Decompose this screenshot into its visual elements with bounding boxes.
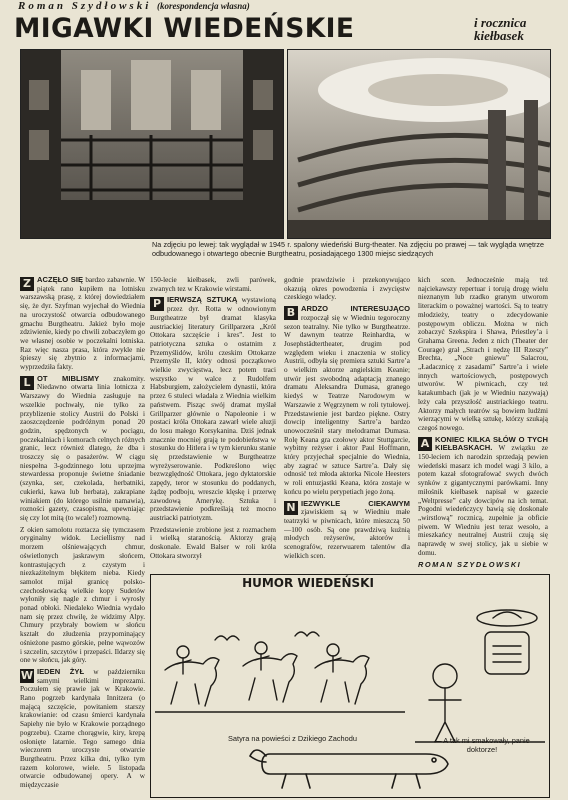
paragraph: B ARDZO INTERESUJĄCO rozpoczął się w Wiedniu tegoroczny sezon teatralny. Nie tylko w Burgtheatrze. W dawnym teatrze Reinhardta, w Josephstädtertheater, drugim pod względem wieku i znaczenia w stolicy Austrii, odbyła się premiera sztuki Sartre’a o wielkim aktorze angielskim Keanie; utwór jest swobodną adaptacją znanego dramatu Aleksandra Dumasa, granego kiedyś w Teatrze Narodowym w Warszawie z Węgrzynem w roli tytułowej. Przedstawienie jest bardzo piękne. Ostry dowcip inteligentny Sartre’a bardzo unowocześnił stary melodramat Dumasa. Rolę Keana gra czołowy aktor Stuttgarcie, wybitny reżyser i aktor Paul Hoffmann, który przyjechał specjalnie do Wiednia, aby zagrać w sztuce Sartre’a. Dały się odnosić też młoda aktorka Nicole Heesters w roli entuzjastki Keana, która zostaje w końcu po wielu perypetiach jego żoną. <box>284 304 410 496</box>
paragraph: godnie prawdziwie i przekonywująco okazują okres powodzenia i zwycięstw czeskiego władcy. <box>284 276 410 302</box>
article-column-2 <box>150 276 276 570</box>
paragraph: Z okien samolotu roztacza się tymczasem oryginalny widok. Leciellismy nad morzem olśniewających chmur, oświetlonych jaskrawym słońcem, kontrastujących z czystym i niezkażitelnym błękitem nieba. Kiedy samolot mijał granicę polsko-czechosłowacką wielkie kopy Sudetów wyłoniły się nagle z chmur i wyrosły ponad obłoki. Niedaleko Wiednia wydało nam się przez chwilę, że widzimy Alpy. Chmury przybrały bowiem w słońcu kształt do złudzenia przypominający ośnieżone pasmo górskie, pełne wąwozów i szczelin, szczytów i przepaści. Ildarzy się one w słońcu, jak góry. <box>20 525 145 665</box>
subheadline <box>474 16 566 42</box>
paragraph: 150-lecie kiełbasek, zwli parówek, zwanych tez w Krakowie wirstami. <box>150 276 276 293</box>
photo-caption: Na zdjęciu po lewej: tak wyglądał w 1945 r. spalony wiedeński Burg-theater. Na zdjęciu po prawej — tak wygląda wnętrze odbudowanego i otwartego obecnie Burgtheatru, posiadającego 1300 miejsc siedzących <box>152 240 544 258</box>
cartoon-wild-west <box>155 600 405 720</box>
author-name: Roman Szydłowski <box>18 0 152 12</box>
cartoon-doctor <box>415 596 545 746</box>
article-column-4 <box>418 276 548 570</box>
drop-cap: P <box>150 297 164 311</box>
photo-rebuilt-auditorium <box>287 49 551 239</box>
subheadline-line-2: kiełbasek <box>474 28 524 43</box>
paragraph: Przedstawienie zrobione jest z rozmachem i wielką staranością. Aktorzy grają doskonale. Ewald Balser w roli króla Ottokara stworzył <box>150 525 276 560</box>
paragraph: kich scen. Jednocześnie mają też najciekawszy repertuar i torują drogę wielu nieznanym lub rzadko granym utworom literackim o poważnej wartości. Są to teatry młodzieży, teatry o zdecydowanie postępowym obliczu. Można w nich zobaczyć Szekspira i Shawa, Priestley’a i Grahama Greena. Jeden z nich (Theater der Courage) grał „Strach i nędzę III Rzeszy” Brechta, „Noce gniewu” Salacrou, „Ładacznicę z zasadami” Sartre’a i wiele innych wartościowych, postępowych utworów. W piwnicach, czy też katakumbach (jak je w Wiedniu nazywają) leży cała przyszłość austriackiego teatru. Aktorzy małych teatrów są bowiem ludźmi wierzącymi w wielką sztukę, którzy szukają czegoś nowego. <box>418 276 548 432</box>
photo-burned-burgtheater <box>20 49 284 239</box>
cartoon-caption-2: — A tak mi smakowały, panie doktorze! <box>434 736 530 754</box>
paragraph: Z ACZĘŁO SIĘ bardzo zabawnie. W piątek rano kupiłem na lotnisku warszawską prasę, z której dowiedziałem się, że dyr. Szyfman wyjechał do Wiednia na uroczystość otwarcia odbudowanego gmachu Burgtheatru. Jakież było moje zdziwienie, kiedy po chwili zobaczyłem go we własnej osobie w poczekalni lotniska. Raz więc nasza prasa, która zwykle nie śpieszy się zbytnio z informacjami, wyprzedziła fakty. <box>20 276 145 372</box>
correspondence-note: (korespondencja własna) <box>157 1 250 11</box>
drop-cap: W <box>20 668 34 682</box>
humor-title: HUMOR WIEDEŃSKI <box>242 576 374 590</box>
drop-cap: L <box>20 376 34 390</box>
paragraph: L OT MIBLISMY znakomity. Niedawno otwarta linia lotnicza z Warszawy do Wiednia zasługuje na wszelkie pochwały, nie tylko za przyblizenie stolicy Austrii do Polski i zaoszczędzenie podróżnym ponad 20 godzin, spędzonych w pociągu, poczekalniach i komorach celnych różnych granic, lecz również dlatego, że dba i troszczy się o pasażerów. W ciągu niespełna 3-godzinnego lotu uprzejma stewardessa proponuje świetne śniadanie (szynka, ser, czekolada, herbatniki, cukierki, kawa lub herbata), zakrapiane winiakiem (do którego usilnie namawia), rozności gazety, czasopisma, upewniając się czy lot mitą (to wcale!) rozmowną. <box>20 373 145 522</box>
drop-cap: Z <box>20 277 34 291</box>
article-column-3 <box>284 276 410 570</box>
paragraph: A KONIEC KILKA SŁÓW O TYCH KIEŁBASKACH. W związku ze 150-leciem ich narodzin sprzedają pewien wiedeński masarz ich model wagi 3 kilo, a potem kazał sfotografować swych dwóch synków z gigantycznymi parówkami. Inny miłośnik kiełbasek napisał w gazecie „Weltpresse” cały dowcipów na ich temat. Pogodni wiedeńczycy bawią się doskonale „wirstlową” rocznicą, zupełnie ja obficie piwem. W Wiedniu jest teraz wesoło, a mieszkańcy neutralnej Austrii czują się naprawdę w swej stolicy, jak u siebie w domu. <box>418 434 548 557</box>
article-column-1 <box>20 276 145 798</box>
drop-cap: B <box>284 306 298 320</box>
drop-cap: A <box>418 437 432 451</box>
paragraph: N IEZWYKLE CIEKAWYM zjawiskiem są w Wiedniu małe teatrzyki w piwnicach, które mieszczą 50—100 osób. Są one prawdziwą kuźnią młodych reżyserów, aktorów i scenografów, rezerwuarem talentów dla wielkich scen. <box>284 498 410 560</box>
paragraph: P IERWSZĄ SZTUKĄ wystawioną przez dyr. Rotta w odnowionym Burgtheatrze był dramat klasyka austriackiej literatury Grillparzera „Król Ottokara szczęście i kres”. Jest to patriotyczna sztuka o ostatnim z Przemyślidów, królu czeskim Ottokarze Przemyśle II, który odnosi początkowo wielkie zwycięstwa, lecz potem traci wszystko w walce z Rudolfem Habsburgiem, założycielem dynastii, która przez 6 stuleci władała z Wiednia wielkim państwem. Pisząc swój dramat myślał Grillparzer głównie o Napoleonie i w postaci króla Ottokara zawarł wiele aluzji do losu małego Korsykanina. Dziś jednak znacznie mocniej grają te podobieństwa w stosunku do Hitlera i w tym kierunku stanie się przedstawienie w Burgtheatrze wyreżyserowanie. Podkreślono więc bezwzględność Ottokara, jego dyktatorskie zapędy, teror w stosunku do poddanych, żądzę podboju, wreszcie klęskę i przerwę zawodową Amerykę. Sztuka i przedstawienie podkreślają też mocno austriacki patriotyzm. <box>150 295 276 522</box>
subheadline-line-1: i rocznica <box>474 15 527 30</box>
paragraph: W IEDEN ŻYŁ w październiku samymi wielkimi imprezami. Poczułem się prawie jak w Krakowie. Rano pogrzeb kardynała Innitzera (o mającą szczęście, powitaniem starszy krakowianie: od czasu śmierci kardynała Sapiehy nie było w Krakowie porządnego pogrzebu). Czarne chorągwie, kiry, krepą osłonięte latarnie. Tego samego dnia wieczorem uroczyste otwarcie Burgtheatru. Przez kilka dni, tylko tym razem kolorowe, wiele. 5 listopada otwarcie odbudowanej opery. A w międzyczasie <box>20 666 145 790</box>
signature: ROMAN SZYDŁOWSKI <box>418 559 522 569</box>
cartoon-caption-1: Satyra na powieści z Dzikiego Zachodu <box>228 734 357 743</box>
headline: MIGAWKI WIEDEŃSKIE <box>14 13 355 44</box>
drop-cap: N <box>284 501 298 515</box>
